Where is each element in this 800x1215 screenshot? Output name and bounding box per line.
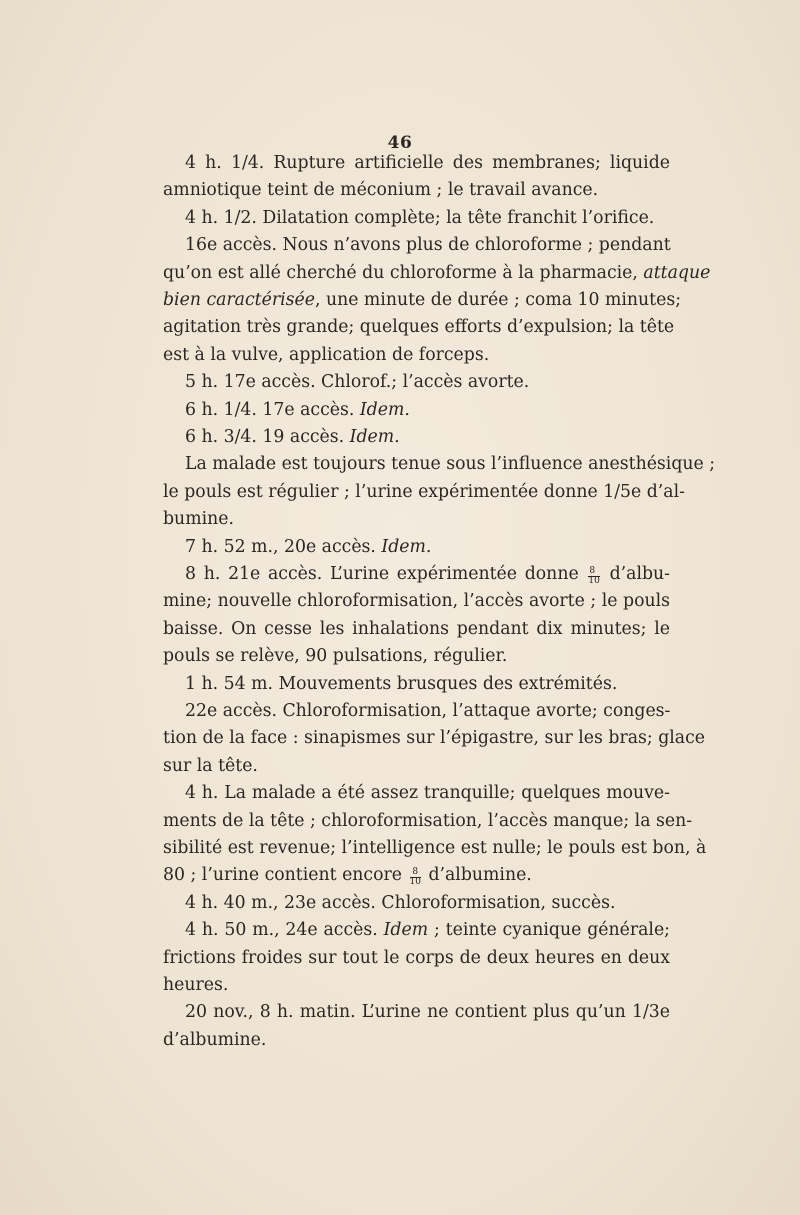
italic-text: Idem. — [359, 399, 410, 420]
text-line — [163, 479, 685, 506]
text-segment: d’albu- — [601, 564, 670, 584]
text-segment: mine; nouvelle chloroformisation, l’accès avorte ; le pouls — [163, 591, 670, 612]
italic-text: Idem. — [349, 427, 400, 447]
text-line — [185, 205, 670, 232]
text-line — [185, 150, 670, 177]
text-segment: 4 h. 40 m., 23e accès. Chloroformisation, succès. — [185, 892, 616, 913]
italic-text: Idem — [383, 920, 429, 941]
text-segment: 4 h. 50 m., 24e accès. — [185, 920, 384, 941]
text-line — [163, 835, 707, 862]
text-line — [163, 643, 670, 670]
text-line — [185, 698, 670, 725]
fraction: $\frac{8}{10}$ — [409, 867, 421, 888]
text-line — [163, 287, 682, 314]
text-segment: frictions froides sur tout le corps de deux heures en deux — [163, 947, 670, 968]
text-segment: sur la tête. — [163, 755, 258, 776]
text-segment: baisse. On cesse les inhalations pendant dix minutes; le — [163, 618, 670, 639]
text-line — [185, 671, 670, 698]
text-segment: le pouls est régulier ; l’urine expérimentée donne 1/5e d’al- — [163, 481, 685, 502]
text-segment: agitation très grande; quelques efforts d’expulsion; la tête — [163, 317, 675, 338]
text-segment: tion de la face : sinapismes sur l’épigastre, sur les bras; glace — [163, 728, 705, 749]
text-segment: qu’on est allé cherché du chloroforme à la pharmacie, — [163, 262, 644, 283]
text-line — [185, 369, 670, 396]
text-segment: 6 h. 1/4. 17e accès. — [185, 399, 360, 420]
text-line — [163, 588, 670, 615]
text-line — [163, 945, 670, 972]
text-segment: amniotique teint de méconium ; le travail avance. — [163, 180, 599, 201]
text-line — [163, 314, 675, 341]
text-segment: est à la vulve, application de forceps. — [163, 344, 490, 365]
text-segment: La malade est toujours tenue sous l’influence anesthésique ; — [185, 454, 716, 475]
text-segment: 4 h. 1/4. Rupture artificielle des membranes; liquide — [185, 153, 670, 173]
text-segment: ; teinte cyanique générale; — [428, 920, 670, 941]
text-line — [185, 561, 670, 588]
text-line — [185, 451, 716, 478]
text-line — [163, 753, 670, 780]
page-number: 46 — [387, 133, 413, 153]
fraction: $\frac{8}{10}$ — [588, 566, 600, 586]
text-line — [185, 534, 670, 561]
text-line — [185, 917, 670, 944]
text-segment: 20 nov., 8 h. matin. L’urine ne contient plus qu’un 1/3e — [185, 1002, 670, 1023]
text-line — [163, 725, 705, 752]
text-segment: pouls se relève, 90 pulsations, régulier. — [163, 646, 508, 667]
text-segment: , une minute de durée ; coma 10 minutes; — [314, 290, 682, 310]
text-segment: sibilité est revenue; l’intelligence est nulle; le pouls est bon, à — [163, 838, 707, 858]
text-segment: ments de la tête ; chloroformisation, l’accès manque; la sen- — [163, 810, 693, 831]
text-segment: 5 h. 17e accès. Chlorof.; l’accès avorte. — [185, 372, 530, 393]
text-line — [185, 397, 670, 424]
text-line — [185, 999, 670, 1026]
text-segment: 6 h. 3/4. 19 accès. — [185, 427, 350, 447]
text-line — [163, 862, 670, 889]
text-line — [163, 972, 670, 999]
text-segment: 22e accès. Chloroformisation, l’attaque avorte; conges- — [185, 701, 671, 721]
text-segment: 80 ; l’urine contient encore — [163, 865, 408, 886]
text-segment: 8 h. 21e accès. L’urine expérimentée donne — [185, 564, 587, 584]
text-line — [185, 890, 670, 917]
text-line — [163, 616, 670, 643]
text-segment: 16e accès. Nous n’avons plus de chloroforme ; pendant — [185, 235, 671, 256]
text-segment: heures. — [163, 975, 229, 995]
italic-text: bien caractérisée — [163, 290, 315, 310]
text-segment: d’albumine. — [422, 865, 532, 886]
text-line — [163, 177, 670, 204]
text-line — [163, 506, 670, 533]
italic-text: Idem. — [381, 536, 432, 557]
text-segment: d’albumine. — [163, 1029, 267, 1050]
text-segment: 1 h. 54 m. Mouvements brusques des extrémités. — [185, 673, 618, 694]
text-segment: 4 h. La malade a été assez tranquille; quelques mouve- — [185, 783, 670, 804]
text-line — [185, 780, 670, 807]
text-segment: 4 h. 1/2. Dilatation complète; la tête franchit l’orifice. — [185, 207, 655, 228]
text-segment: bumine. — [163, 509, 234, 530]
text-line — [163, 808, 693, 835]
text-line — [163, 342, 670, 369]
text-line — [185, 424, 670, 451]
text-line — [163, 1027, 670, 1054]
text-line — [185, 232, 670, 259]
text-segment: 7 h. 52 m., 20e accès. — [185, 536, 382, 557]
text-line — [163, 260, 711, 287]
italic-text: attaque — [643, 262, 711, 283]
